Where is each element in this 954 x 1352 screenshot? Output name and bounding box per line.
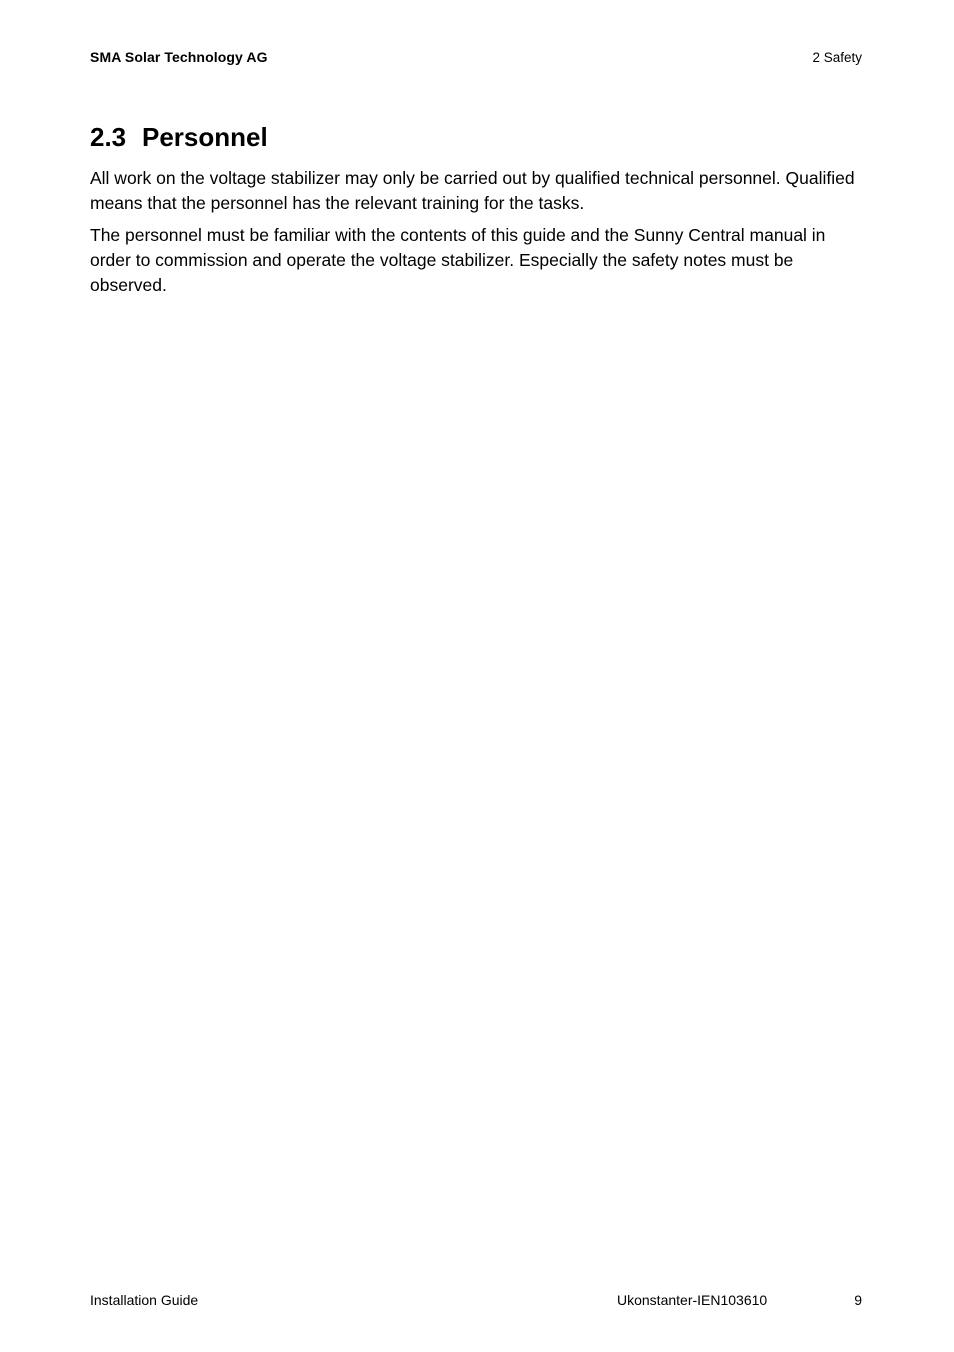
- header-company: SMA Solar Technology AG: [90, 49, 268, 65]
- header-chapter: 2 Safety: [812, 50, 862, 65]
- section-heading: [90, 122, 268, 153]
- footer-page-number: 9: [854, 1292, 862, 1308]
- section-title: Personnel: [142, 122, 268, 152]
- footer-doc-type: Installation Guide: [90, 1292, 199, 1308]
- paragraph-qualification: All work on the voltage stabilizer may only be carried out by qualified technical personnel. Qualified means that the personnel has the relevant training for the tasks.: [90, 168, 855, 213]
- footer-doc-id: Ukonstanter-IEN103610: [617, 1292, 768, 1308]
- paragraph-familiarity: The personnel must be familiar with the contents of this guide and the Sunny Central manual in order to commission and operate the voltage stabilizer. Especially the safety notes must be observed.: [90, 225, 826, 295]
- section-body: [90, 166, 870, 305]
- section-number: 2.3: [90, 122, 127, 152]
